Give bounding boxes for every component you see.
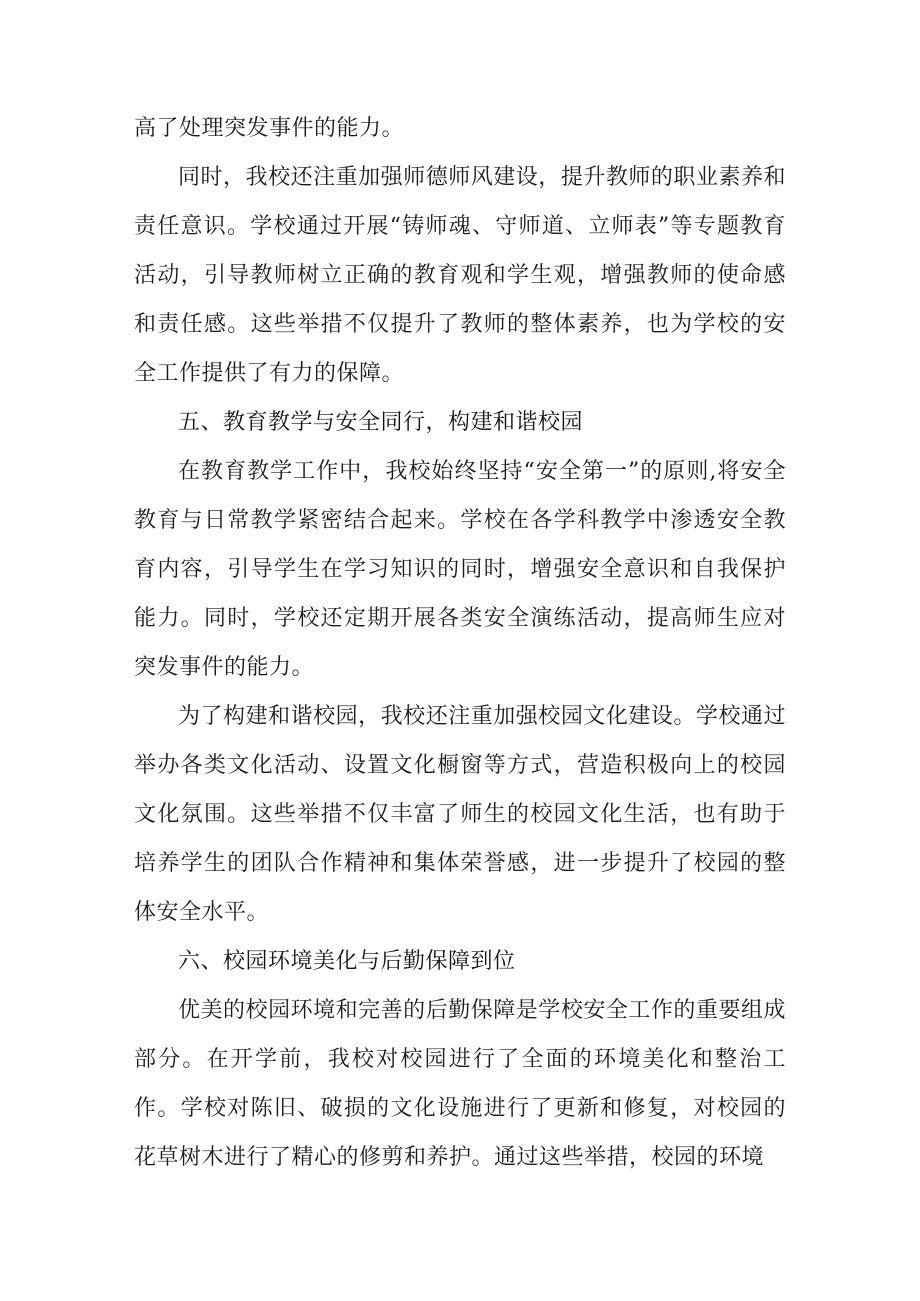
paragraph-campus-environment: 优美的校园环境和完善的后勤保障是学校安全工作的重要组成部分。在开学前，我校对校园进行了全面的环境美化和整治工作。学校对陈旧、破损的文化设施进行了更新和修复，对校园的花草树木进行了精心的修剪和养护。通过这些举措，校园的环境 — [134, 998, 786, 1170]
paragraph-safety-education: 在教育教学工作中，我校始终坚持“安全第一”的原则,将安全教育与日常教学紧密结合起来。学校在各学科教学中渗透安全教育内容，引导学生在学习知识的同时，增强安全意识和自我保护能力。同时，学校还定期开展各类安全演练活动，提高师生应对突发事件的能力。 — [134, 459, 786, 680]
paragraph-teacher-ethics: 同时，我校还注重加强师德师风建设，提升教师的职业素养和责任意识。学校通过开展“铸师魂、守师道、立师表”等专题教育活动，引导教师树立正确的教育观和学生观，增强教师的使命感和责任感。这些举措不仅提升了教师的整体素养，也为学校的安全工作提供了有力的保障。 — [134, 165, 786, 386]
document-body — [134, 104, 786, 1182]
section-heading-five: 五、教育教学与安全同行，构建和谐校园 — [178, 410, 584, 435]
paragraph-continuation: 高了处理突发事件的能力。 — [134, 116, 405, 141]
section-heading-six: 六、校园环境美化与后勤保障到位 — [178, 949, 516, 974]
paragraph-campus-culture: 为了构建和谐校园，我校还注重加强校园文化建设。学校通过举办各类文化活动、设置文化橱窗等方式，营造积极向上的校园文化氛围。这些举措不仅丰富了师生的校园文化生活，也有助于培养学生的团队合作精神和集体荣誉感，进一步提升了校园的整体安全水平。 — [134, 704, 786, 925]
